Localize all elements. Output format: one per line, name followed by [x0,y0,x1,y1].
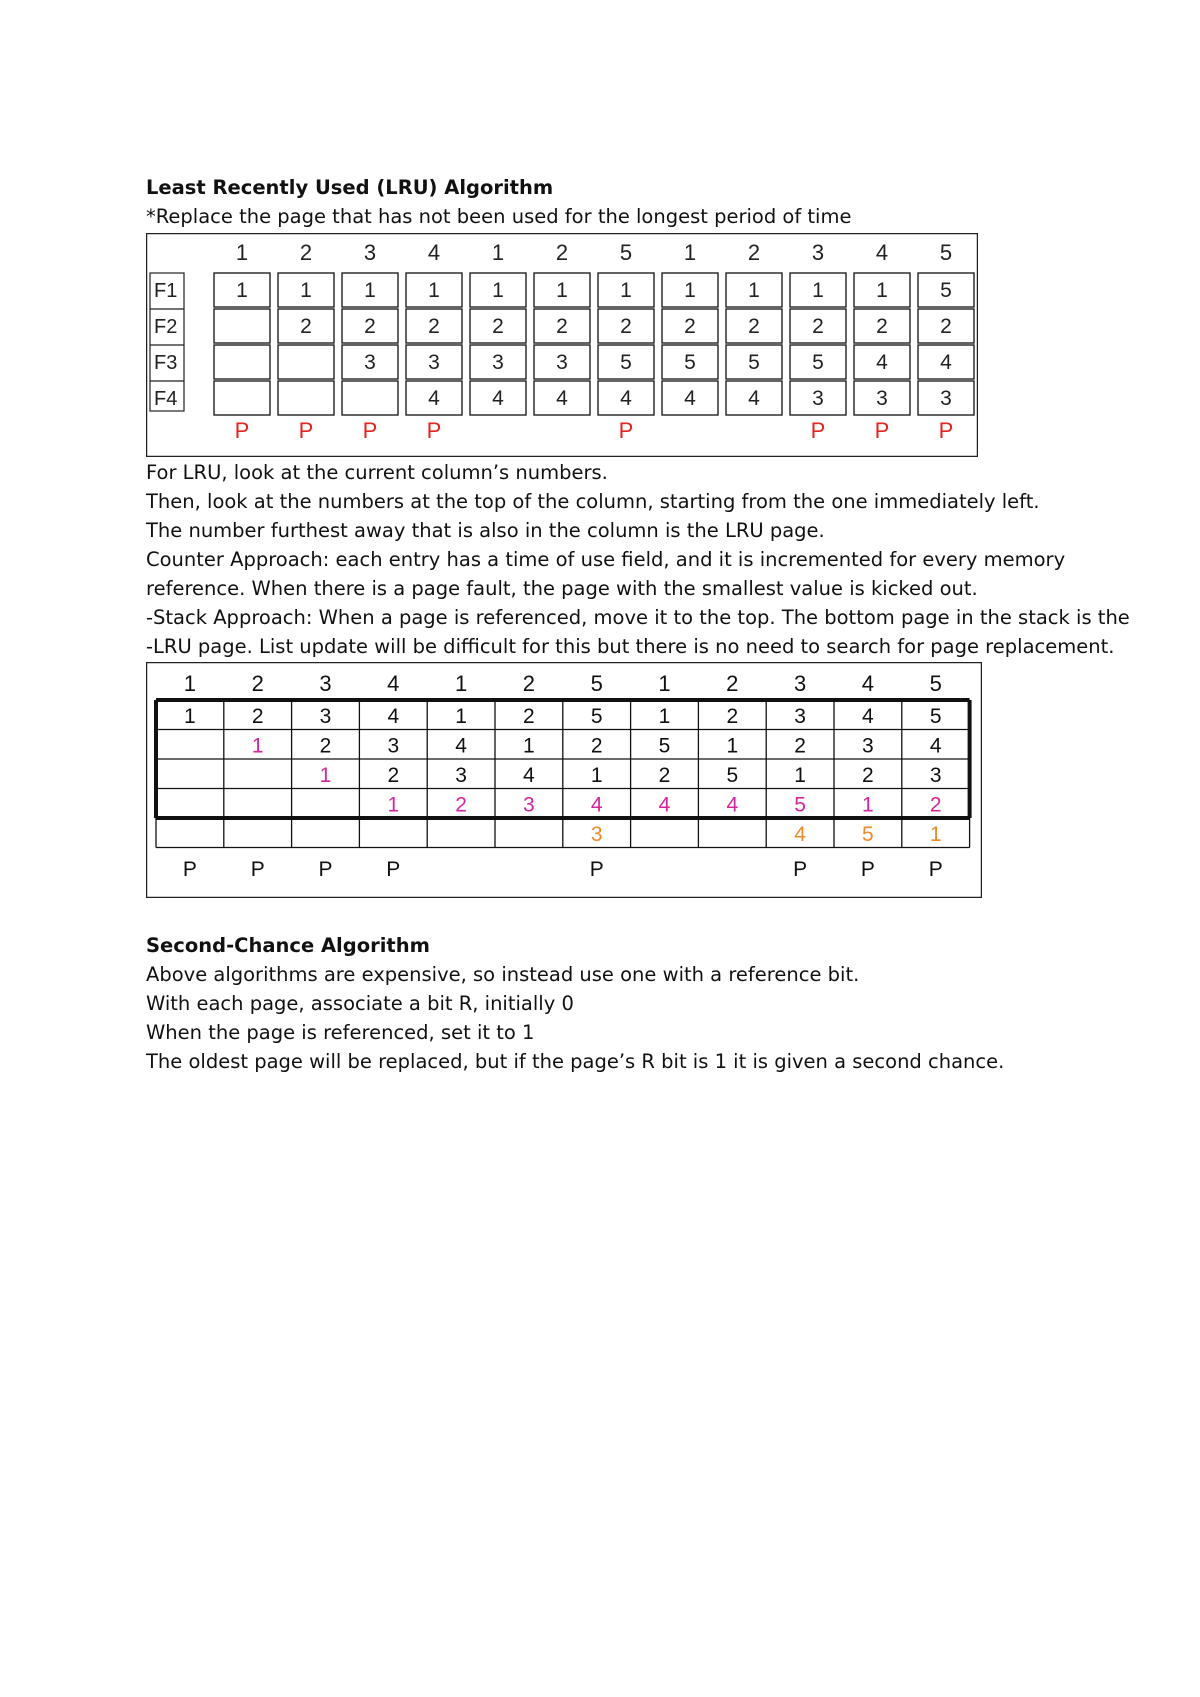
frame-box [214,345,270,379]
stack-value: 2 [590,734,603,758]
stack-value: 4 [590,793,603,817]
frame-value: 3 [812,387,824,410]
frame-label: F2 [154,316,178,338]
frame-value: 5 [684,351,696,374]
frame-value: 2 [428,315,440,338]
frame-value: 3 [492,351,504,374]
frame-value: 1 [556,279,568,302]
stack-value: 1 [726,734,739,758]
second-chance-line-2: With each page, associate a bit R, initially 0 [146,992,574,1015]
stack-value: 2 [523,705,535,728]
frame-value: 2 [620,315,632,338]
reference-number: 3 [363,240,377,265]
fault-marker: P [182,858,197,881]
lru-frame-table [146,233,978,457]
stack-value: 4 [929,734,942,758]
frame-value: 4 [492,387,504,410]
reference-number: 1 [658,671,671,696]
lru-stack-table [146,662,982,898]
frame-value: 1 [876,279,888,302]
second-chance-line-3: When the page is referenced, set it to 1 [146,1021,535,1044]
evicted-page: 3 [590,823,603,846]
stack-value: 2 [929,793,942,817]
reference-number: 5 [619,240,633,265]
reference-number: 4 [387,671,400,696]
second-chance-line-4: The oldest page will be replaced, but if the page’s R bit is 1 it is given a second chance. [146,1050,1005,1073]
stack-value: 5 [794,793,806,817]
frame-value: 1 [236,279,248,302]
fault-marker: P [938,418,954,443]
evicted-page: 1 [929,823,942,846]
stack-value: 1 [251,734,264,758]
fault-marker: P [810,418,826,443]
reference-number: 4 [861,671,875,696]
fault-marker: P [362,418,378,443]
fault-marker: P [318,858,333,881]
stack-value: 3 [862,734,874,758]
frame-value: 4 [428,387,440,410]
explanation-line-4: Counter Approach: each entry has a time of use field, and it is incremented for every memory [146,548,1066,571]
reference-number: 2 [555,240,569,265]
stack-value: 1 [319,764,332,787]
reference-number: 3 [811,240,825,265]
reference-number: 2 [251,671,264,696]
stack-value: 4 [726,793,739,817]
stack-value: 2 [726,705,739,728]
frame-value: 3 [556,351,568,374]
fault-marker: P [618,418,634,443]
lru-section-header [146,173,851,231]
stack-value: 1 [862,793,874,817]
frame-value: 5 [620,351,632,374]
stack-value: 1 [387,793,400,817]
fault-marker: P [234,418,250,443]
frame-value: 1 [492,279,504,302]
fault-marker: P [928,858,943,881]
reference-number: 1 [454,671,468,696]
frame-value: 1 [684,279,696,302]
stack-value: 2 [862,764,874,787]
frame-value: 3 [876,387,888,410]
frame-box [278,345,334,379]
stack-value: 5 [929,705,942,728]
frame-box [278,381,334,415]
stack-value: 2 [794,734,806,758]
reference-number: 5 [590,671,603,696]
reference-number: 3 [319,671,332,696]
frame-value: 4 [940,351,952,374]
stack-value: 5 [726,764,739,787]
reference-number: 1 [183,671,197,696]
frame-box [214,381,270,415]
explanation-line-5: reference. When there is a page fault, the page with the smallest value is kicked out. [146,577,978,600]
evicted-page: 4 [794,823,806,846]
evicted-page: 5 [862,823,874,846]
frame-value: 4 [876,351,888,374]
frame-value: 2 [876,315,888,338]
reference-number: 5 [929,671,942,696]
frame-label: F1 [154,280,178,302]
frame-value: 1 [428,279,440,302]
fault-marker: P [298,418,314,443]
reference-number: 4 [427,240,441,265]
stack-value: 3 [523,793,535,817]
stack-value: 4 [658,793,671,817]
frame-value: 2 [364,315,376,338]
frame-value: 2 [556,315,568,338]
explanation-line-7: -LRU page. List update will be difficult for this but there is no need to search for page replacement. [146,635,1115,658]
stack-value: 3 [319,705,332,728]
lru-heading: Least Recently Used (LRU) Algorithm [146,176,554,199]
stack-value: 1 [590,764,603,787]
stack-value: 3 [929,764,942,787]
stack-value: 2 [658,764,671,787]
stack-value: 3 [387,734,400,758]
reference-number: 1 [491,240,505,265]
stack-value: 1 [455,705,467,728]
stack-value: 5 [590,705,603,728]
frame-value: 2 [748,315,760,338]
fault-marker: P [874,418,890,443]
stack-value: 3 [794,705,806,728]
frame-value: 4 [684,387,696,410]
lru-subtitle: *Replace the page that has not been used for the longest period of time [146,205,852,228]
frame-value: 1 [364,279,376,302]
lru-explanation [146,458,1130,661]
stack-value: 1 [794,764,806,787]
reference-number: 4 [875,240,889,265]
frame-value: 1 [812,279,824,302]
frame-value: 3 [364,351,376,374]
second-chance-heading: Second-Chance Algorithm [146,934,430,957]
stack-value: 3 [455,764,467,787]
frame-value: 1 [748,279,760,302]
stack-value: 4 [862,705,874,728]
frame-value: 2 [684,315,696,338]
frame-box [342,381,398,415]
frame-value: 2 [812,315,824,338]
stack-value: 2 [319,734,332,758]
stack-value: 1 [523,734,535,758]
stack-value: 4 [387,705,400,728]
stack-value: 5 [658,734,671,758]
stack-value: 1 [184,705,196,728]
explanation-line-3: The number furthest away that is also in the column is the LRU page. [146,519,825,542]
reference-number: 2 [726,671,739,696]
frame-value: 1 [620,279,632,302]
stack-value: 2 [251,705,264,728]
fault-marker: P [426,418,442,443]
reference-number: 3 [793,671,807,696]
reference-number: 1 [235,240,249,265]
frame-value: 1 [300,279,312,302]
explanation-line-6: -Stack Approach: When a page is referenced, move it to the top. The bottom page in the stack is the [146,606,1130,629]
explanation-line-1: For LRU, look at the current column’s numbers. [146,461,608,484]
second-chance-line-1: Above algorithms are expensive, so instead use one with a reference bit. [146,963,860,986]
frame-label: F3 [154,352,178,374]
frame-value: 3 [428,351,440,374]
frame-box [214,309,270,343]
table2-border [147,663,982,898]
reference-number: 2 [522,671,536,696]
frame-value: 5 [748,351,760,374]
fault-marker: P [386,858,401,881]
stack-value: 2 [455,793,467,817]
fault-marker: P [860,858,875,881]
fault-marker: P [793,858,808,881]
frame-value: 4 [620,387,632,410]
frame-value: 3 [940,387,952,410]
frame-value: 4 [556,387,568,410]
frame-label: F4 [154,388,178,410]
frame-value: 5 [812,351,824,374]
reference-number: 1 [683,240,697,265]
frame-value: 2 [492,315,504,338]
stack-value: 1 [658,705,671,728]
frame-value: 2 [940,315,952,338]
fault-marker: P [589,858,604,881]
explanation-line-2: Then, look at the numbers at the top of the column, starting from the one immediately left. [146,490,1040,513]
frame-value: 2 [300,315,312,338]
fault-marker: P [250,858,265,881]
frame-value: 4 [748,387,760,410]
reference-number: 2 [747,240,761,265]
stack-value: 4 [523,764,535,787]
reference-number: 2 [299,240,313,265]
stack-value: 2 [387,764,400,787]
reference-number: 5 [939,240,953,265]
stack-value: 4 [455,734,467,758]
frame-value: 5 [940,279,952,302]
second-chance-section [146,931,1004,1076]
